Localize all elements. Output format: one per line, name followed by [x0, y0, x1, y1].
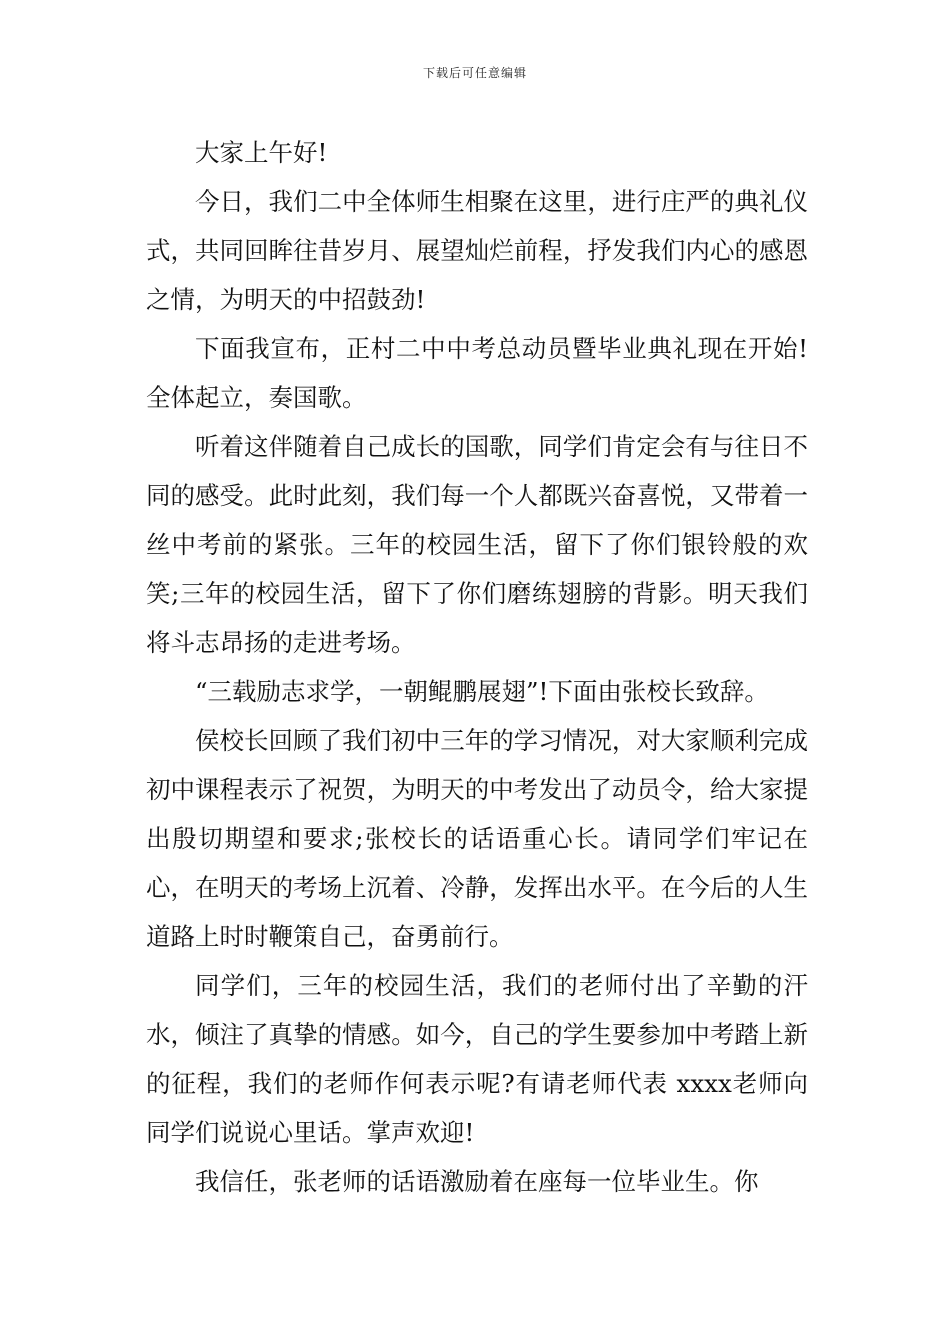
page-header-note: 下载后可任意编辑 — [422, 66, 527, 80]
paragraph-closing-fragment: 我信任，张老师的话语激励着在座每一位毕业生。你 — [195, 1167, 759, 1196]
paragraph-teacher-intro: 同学们，三年的校园生活，我们的老师付出了辛勤的汗水，倾注了真挚的情感。如今，自己的学生要参加中考踏上新的征程，我们的老师作何表示呢?有请老师代表 xxxx老师向同学们说说心里话。掌声欢迎! — [146, 971, 808, 1147]
paragraph-principal-summary: 侯校长回顾了我们初中三年的学习情况，对大家顺利完成初中课程表示了祝贺，为明天的中考发出了动员令，给大家提出殷切期望和要求;张校长的话语重心长。请同学们牢记在心，在明天的考场上沉着、冷静，发挥出水平。在今后的人生道路上时时鞭策自己，奋勇前行。 — [146, 726, 808, 951]
paragraph-announcement: 下面我宣布，正村二中中考总动员暨毕业典礼现在开始!全体起立，奏国歌。 — [146, 334, 808, 412]
paragraph-principal-intro: “三载励志求学，一朝鲲鹏展翅”!下面由张校长致辞。 — [195, 677, 769, 706]
paragraph-greeting: 大家上午好! — [195, 138, 328, 167]
paragraph-anthem-reflection: 听着这伴随着自己成长的国歌，同学们肯定会有与往日不同的感受。此时此刻，我们每一个人都既兴奋喜悦，又带着一丝中考前的紧张。三年的校园生活，留下了你们银铃般的欢笑;三年的校园生活，留下了你们磨练翅膀的背影。明天我们将斗志昂扬的走进考场。 — [146, 432, 808, 657]
document-body — [146, 128, 808, 1206]
paragraph-opening: 今日，我们二中全体师生相聚在这里，进行庄严的典礼仪式，共同回眸往昔岁月、展望灿烂前程，抒发我们内心的感恩之情，为明天的中招鼓劲! — [146, 187, 808, 314]
